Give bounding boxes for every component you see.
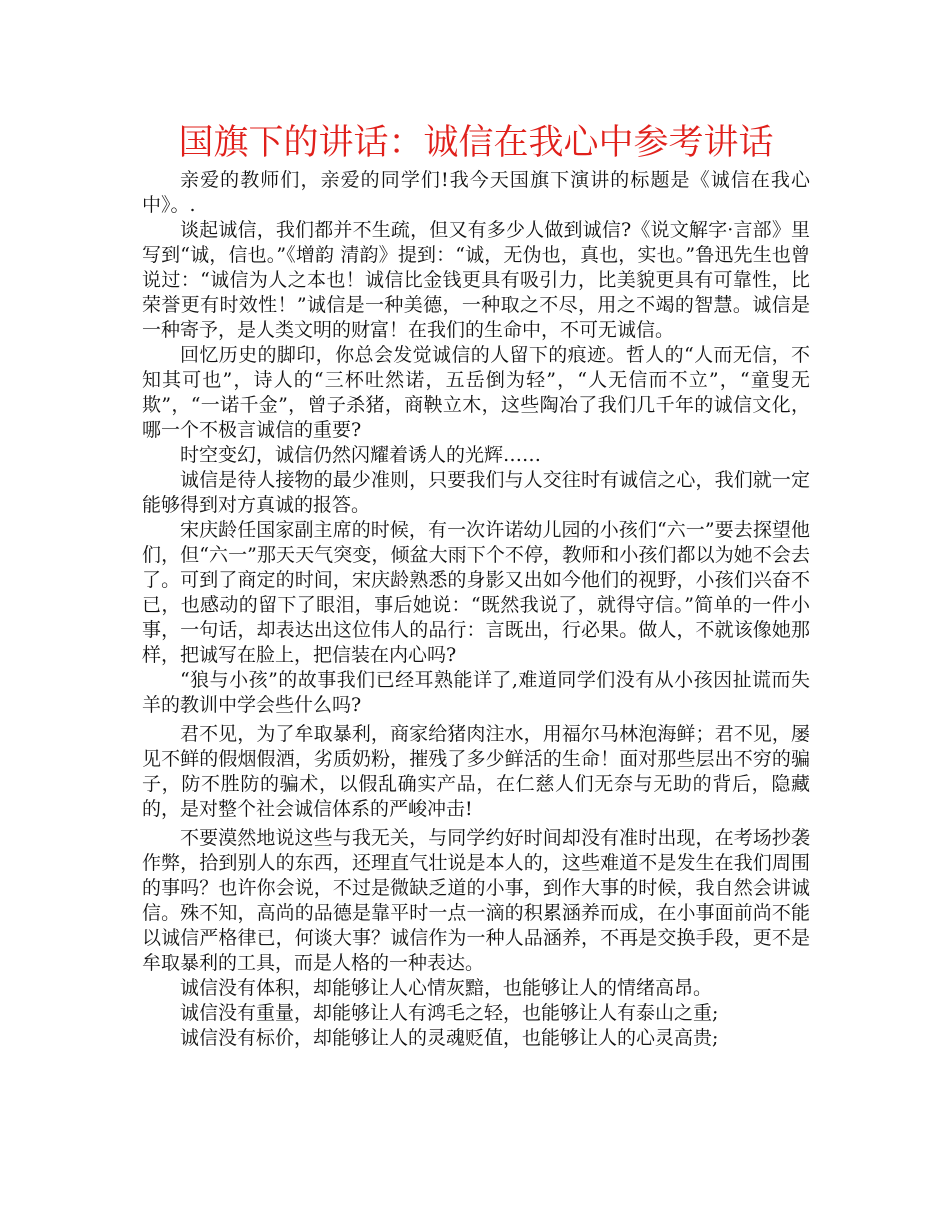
paragraph-transition: 时空变幻，诚信仍然闪耀着诱人的光辉……	[180, 444, 542, 466]
paragraph-greeting: 亲爱的教师们，亲爱的同学们!我今天国旗下演讲的标题是《诚信在我心中》。.	[142, 169, 810, 216]
paragraph-song-qingling: 宋庆龄任国家副主席的时候，有一次许诺幼儿园的小孩们“六一”要去探望他们，但“六一”那天天气突变，倾盆大雨下个不停，教师和小孩们都以为她不会去了。可到了商定的时间，宋庆龄熟悉的身影又出如今他们的视野，小孩们兴奋不已，也感动的留下了眼泪，事后她说：“既然我说了，就得守信。”简单的一件小事，一句话，却表达出这位伟人的品行：言既出，行必果。做人，不就该像她那样，把诚写在脸上，把信装在内心吗?	[142, 519, 810, 666]
paragraph-society: 君不见，为了牟取暴利，商家给猪肉注水，用福尔马林泡海鲜；君不见，屡见不鲜的假烟假酒，劣质奶粉，摧残了多少鲜活的生命！面对那些层出不穷的骗子，防不胜防的骗术，以假乱确实产品，在仁慈人们无奈与无助的背后，隐藏的，是对整个社会诚信体系的严峻冲击!	[142, 723, 810, 820]
document-page	[142, 118, 810, 1051]
paragraph-history: 回忆历史的脚印，你总会发觉诚信的人留下的痕迹。哲人的“人而无信，不知其可也”，诗人的“三杯吐然诺，五岳倒为轻”，“人无信而不立”，“童叟无欺”，“一诺千金”，曾子杀猪，商鞅立木，这些陶冶了我们几千年的诚信文化，哪一个不极言诚信的重要?	[142, 344, 810, 441]
paragraph-weight: 诚信没有重量，却能够让人有鸿毛之轻，也能够让人有泰山之重;	[180, 1002, 719, 1024]
paragraph-wolf-story: “狼与小孩”的故事我们已经耳熟能详了,难道同学们没有从小孩因扯谎而失羊的教训中学会些什么吗?	[142, 669, 810, 716]
paragraph-price: 诚信没有标价，却能够让人的灵魂贬值，也能够让人的心灵高贵;	[180, 1027, 719, 1049]
document-body	[142, 168, 810, 1051]
document-title: 国旗下的讲话：诚信在我心中参考讲话	[178, 123, 774, 163]
paragraph-volume: 诚信没有体积，却能够让人心情灰黯，也能够让人的情绪高昂。	[180, 977, 713, 999]
paragraph-principle: 诚信是待人接物的最少准则，只要我们与人交往时有诚信之心，我们就一定能够得到对方真诚的报答。	[142, 469, 810, 516]
paragraph-definition: 谈起诚信，我们都并不生疏，但又有多少人做到诚信?《说文解字·言部》里写到“诚，信也。”《增韵 清韵》提到：“诚，无伪也，真也，实也。”鲁迅先生也曾说过：“诚信为人之本也！诚信比金钱更具有吸引力，比美貌更具有可靠性，比荣誉更有时效性！”诚信是一种美德，一种取之不尽，用之不竭的智慧。诚信是一种寄予，是人类文明的财富！在我们的生命中，不可无诚信。	[142, 219, 810, 341]
paragraph-daily-life: 不要漠然地说这些与我无关，与同学约好时间却没有准时出现，在考场抄袭作弊，拾到别人的东西，还理直气壮说是本人的，这些难道不是发生在我们周围的事吗？也许你会说，不过是微缺乏道的小事，到作大事的时候，我自然会讲诚信。殊不知，高尚的品德是靠平时一点一滴的积累涵养而成，在小事面前尚不能以诚信严格律已，何谈大事？诚信作为一种人品涵养，不再是交换手段，更不是牟取暴利的工具，而是人格的一种表达。	[142, 827, 810, 974]
